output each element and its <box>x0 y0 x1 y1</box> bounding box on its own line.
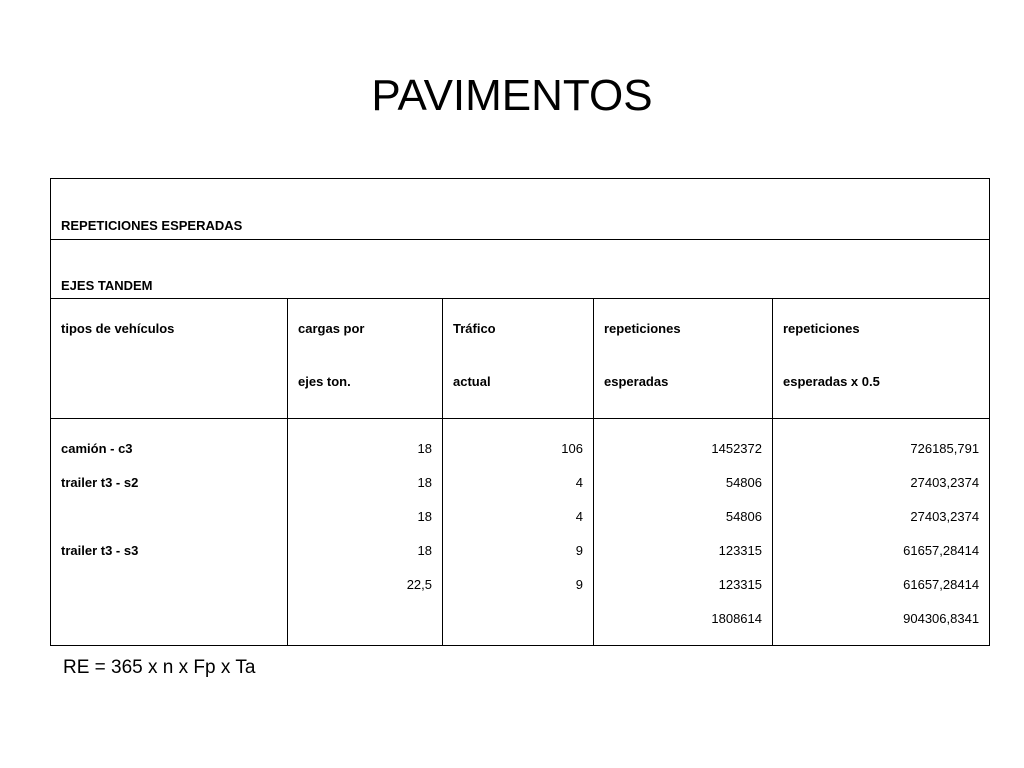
traffic-cell: 9 <box>575 577 583 592</box>
load-cell: 18 <box>417 475 432 490</box>
header-vehicle-type <box>51 299 288 419</box>
load-cell <box>298 611 432 645</box>
table-section-row <box>51 179 990 240</box>
load-cell: 18 <box>417 441 432 456</box>
header-load <box>288 299 443 419</box>
header-line: tipos de vehículos <box>61 321 175 336</box>
traffic-cell: 4 <box>575 475 583 490</box>
repetitions-cell: 1452372 <box>711 441 762 456</box>
repetitions-cell: 123315 <box>718 577 762 592</box>
header-line: esperadas x 0.5 <box>783 374 880 389</box>
traffic-cell: 9 <box>575 543 583 558</box>
vehicle-cell <box>61 509 277 543</box>
repetitions-half-cell: 27403,2374 <box>910 475 980 490</box>
header-line: cargas por <box>298 321 365 336</box>
traffic-cell: 4 <box>575 509 583 524</box>
load-cell: 22,5 <box>406 577 432 592</box>
header-line: actual <box>453 374 491 389</box>
repetitions-half-cell: 61657,28414 <box>903 577 980 592</box>
subsection-title: EJES TANDEM <box>51 240 990 299</box>
header-repetitions <box>594 299 773 419</box>
vehicle-cell <box>61 611 277 645</box>
vehicle-cell <box>61 577 277 611</box>
vehicle-cell: trailer t3 - s3 <box>61 543 139 558</box>
formula-text: RE = 365 x n x Fp x Ta <box>63 657 256 678</box>
repetitions-half-cell: 27403,2374 <box>910 509 980 524</box>
traffic-cell <box>453 611 583 645</box>
header-traffic <box>443 299 594 419</box>
table-header-row <box>51 299 990 419</box>
vehicle-cell: trailer t3 - s2 <box>61 475 139 490</box>
load-column <box>288 419 443 646</box>
header-line: repeticiones <box>604 321 681 336</box>
repetitions-half-column <box>773 419 990 646</box>
repetitions-table <box>50 178 990 646</box>
section-title: REPETICIONES ESPERADAS <box>51 179 990 240</box>
header-line: repeticiones <box>783 321 860 336</box>
table-subsection-row <box>51 240 990 299</box>
repetitions-half-cell: 726185,791 <box>910 441 980 456</box>
repetitions-column <box>594 419 773 646</box>
page-title: PAVIMENTOS <box>371 71 653 120</box>
repetitions-half-total-cell: 904306,8341 <box>903 611 980 626</box>
table-body-row <box>51 419 990 646</box>
load-cell: 18 <box>417 509 432 524</box>
repetitions-cell: 54806 <box>725 509 762 524</box>
load-cell: 18 <box>417 543 432 558</box>
repetitions-total-cell: 1808614 <box>711 611 762 626</box>
vehicle-cell: camión - c3 <box>61 441 133 456</box>
header-line: esperadas <box>604 374 669 389</box>
repetitions-half-cell: 61657,28414 <box>903 543 980 558</box>
repetitions-cell: 123315 <box>718 543 762 558</box>
header-line: ejes ton. <box>298 374 351 389</box>
traffic-column <box>443 419 594 646</box>
repetitions-cell: 54806 <box>725 475 762 490</box>
traffic-cell: 106 <box>561 441 583 456</box>
vehicle-column <box>51 419 288 646</box>
header-line: Tráfico <box>453 321 496 336</box>
header-repetitions-half <box>773 299 990 419</box>
